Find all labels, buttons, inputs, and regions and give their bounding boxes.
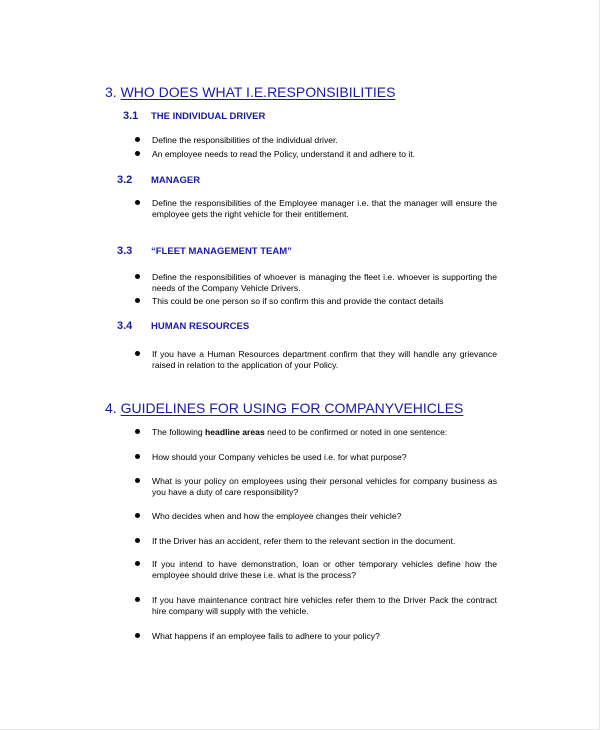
list-item: Who decides when and how the employee changes their vehicle? <box>152 511 402 521</box>
bullet-icon <box>135 633 140 638</box>
section-title: GUIDELINES FOR USING FOR COMPANYVEHICLES <box>120 400 464 416</box>
list-item: An employee needs to read the Policy, understand it and adhere to it. <box>152 149 416 159</box>
list-item: If you have a Human Resources department confirm that they will handle any grievance raised in relation to the application of your Policy. <box>152 349 497 371</box>
bullet-icon <box>135 454 140 459</box>
subsection-number: 3.4 <box>117 320 133 332</box>
bullet-icon <box>135 151 140 156</box>
list-item: If you intend to have demonstration, loan or other temporary vehicles define how the employee should drive these i.e. what is the process? <box>152 559 497 581</box>
section-number: 4. <box>105 400 117 416</box>
list-item: What happens if an employee fails to adhere to your policy? <box>152 631 380 641</box>
list-item: This could be one person so if so confirm this and provide the contact details <box>152 296 444 306</box>
bullet-icon <box>135 513 140 518</box>
section-3-heading <box>105 84 395 100</box>
intro-line <box>152 427 497 438</box>
intro-text: The following <box>152 427 206 437</box>
bullet-icon <box>135 137 140 142</box>
bullet-icon <box>135 478 140 483</box>
subsection-title: THE INDIVIDUAL DRIVER <box>151 111 266 122</box>
bullet-icon <box>135 298 140 303</box>
intro-text: need to be confirmed or noted in one sentence: <box>264 427 448 437</box>
section-title: WHO DOES WHAT I.E.RESPONSIBILITIES <box>120 84 396 100</box>
list-item: If the Driver has an accident, refer them to the relevant section in the document. <box>152 536 456 546</box>
list-item: Define the responsibilities of the Employee manager i.e. that the manager will ensure the employee gets the right vehicle for their entitlement. <box>152 198 497 220</box>
bullet-icon <box>135 351 140 356</box>
subsection-title: “FLEET MANAGEMENT TEAM” <box>151 246 292 257</box>
intro-bold-text: headline areas <box>205 427 265 437</box>
bullet-icon <box>135 200 140 205</box>
subsection-title: MANAGER <box>151 175 201 186</box>
bullet-icon <box>135 561 140 566</box>
bullet-icon <box>135 429 140 434</box>
bullet-icon <box>135 538 140 543</box>
bullet-icon <box>135 597 140 602</box>
list-item: If you have maintenance contract hire vehicles refer them to the Driver Pack the contract hire company will supply with the vehicle. <box>152 595 497 617</box>
subsection-number: 3.2 <box>117 174 133 186</box>
subsection-title: HUMAN RESOURCES <box>151 321 250 332</box>
list-item: Define the responsibilities of the individual driver. <box>152 135 338 145</box>
section-number: 3. <box>105 84 117 100</box>
bullet-icon <box>135 274 140 279</box>
list-item: What is your policy on employees using their personal vehicles for company business as you have a duty of care responsibility? <box>152 476 497 498</box>
list-item: How should your Company vehicles be used i.e. for what purpose? <box>152 452 407 462</box>
section-4-heading <box>105 400 463 416</box>
list-item: Define the responsibilities of whoever is managing the fleet i.e. whoever is supporting the needs of the Company Vehicle Drivers. <box>152 272 497 294</box>
subsection-number: 3.3 <box>117 245 133 257</box>
subsection-number: 3.1 <box>123 110 139 122</box>
